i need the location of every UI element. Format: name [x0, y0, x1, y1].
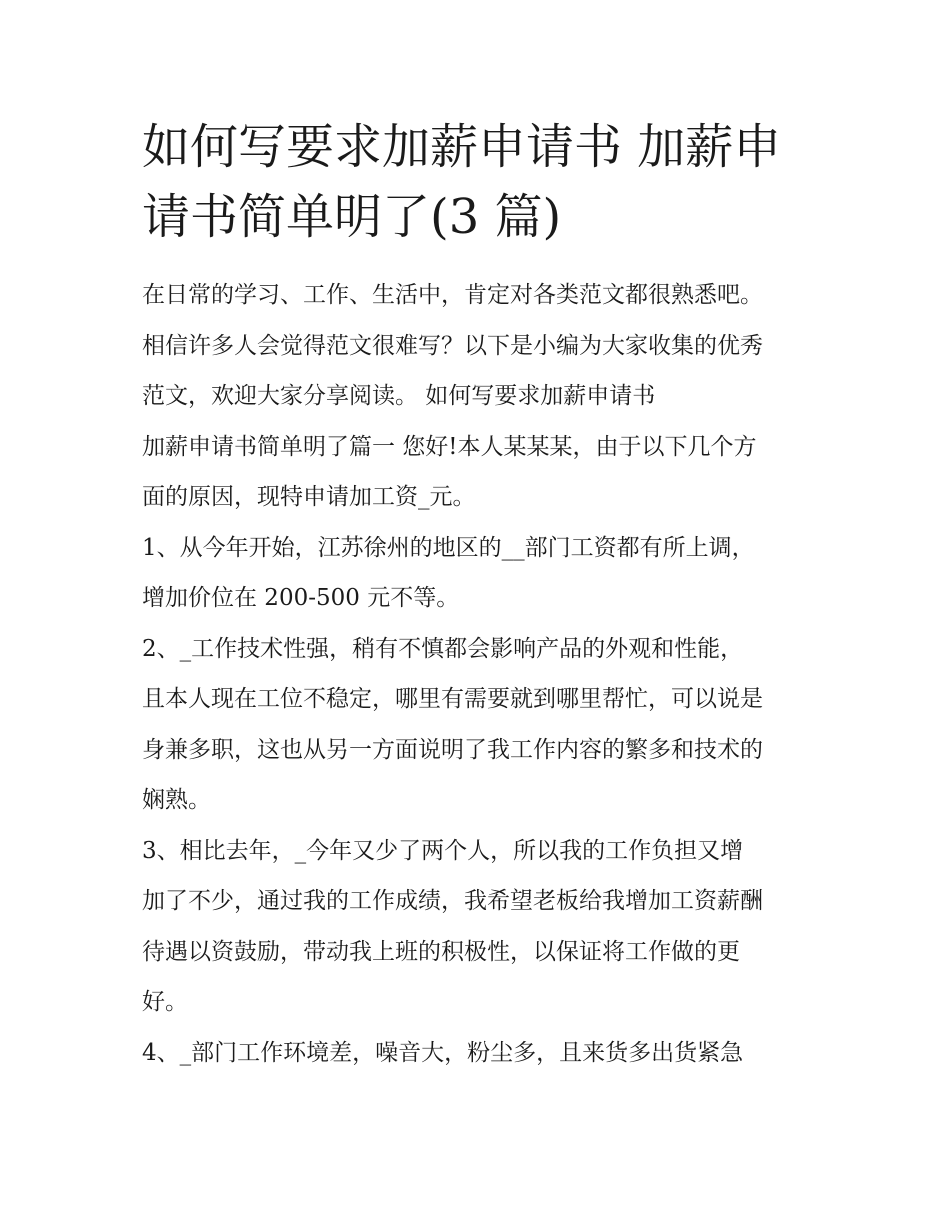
document-body	[142, 270, 822, 1078]
body-line: 且本人现在工位不稳定，哪里有需要就到哪里帮忙，可以说是	[142, 686, 763, 712]
body-line: 相信许多人会觉得范文很难写？以下是小编为大家收集的优秀	[142, 332, 763, 359]
body-line: 娴熟。	[142, 787, 211, 813]
body-line: 好。	[142, 989, 188, 1015]
body-line: 身兼多职，这也从另一方面说明了我工作内容的繁多和技术的	[142, 736, 763, 763]
body-line: 范文，欢迎大家分享阅读。 如何写要求加薪申请书	[142, 383, 656, 409]
body-line: 待遇以资鼓励，带动我上班的积极性，以保证将工作做的更	[142, 938, 740, 965]
body-line: 3、相比去年，_今年又少了两个人，所以我的工作负担又增	[142, 837, 744, 864]
title-line-2: 请书简单明了(3 篇)	[142, 189, 562, 245]
document-page	[142, 112, 822, 1078]
body-line: 面的原因，现特申请加工资_元。	[142, 484, 476, 510]
body-line: 在日常的学习、工作、生活中，肯定对各类范文都很熟悉吧。	[142, 282, 763, 308]
body-line: 2、_工作技术性强，稍有不慎都会影响产品的外观和性能，	[142, 635, 744, 662]
body-line: 4、_部门工作环境差，噪音大，粉尘多，且来货多出货紧急	[142, 1039, 744, 1066]
document-title	[142, 112, 822, 252]
body-line: 加了不少，通过我的工作成绩，我希望老板给我增加工资薪酬	[142, 888, 763, 914]
body-line: 1、从今年开始，江苏徐州的地区的__部门工资都有所上调，	[142, 534, 755, 561]
body-line: 加薪申请书简单明了篇一 您好!本人某某某，由于以下几个方	[142, 433, 757, 460]
title-line-1: 如何写要求加薪申请书 加薪申	[142, 119, 782, 175]
body-line: 增加价位在 200-500 元不等。	[142, 585, 460, 611]
